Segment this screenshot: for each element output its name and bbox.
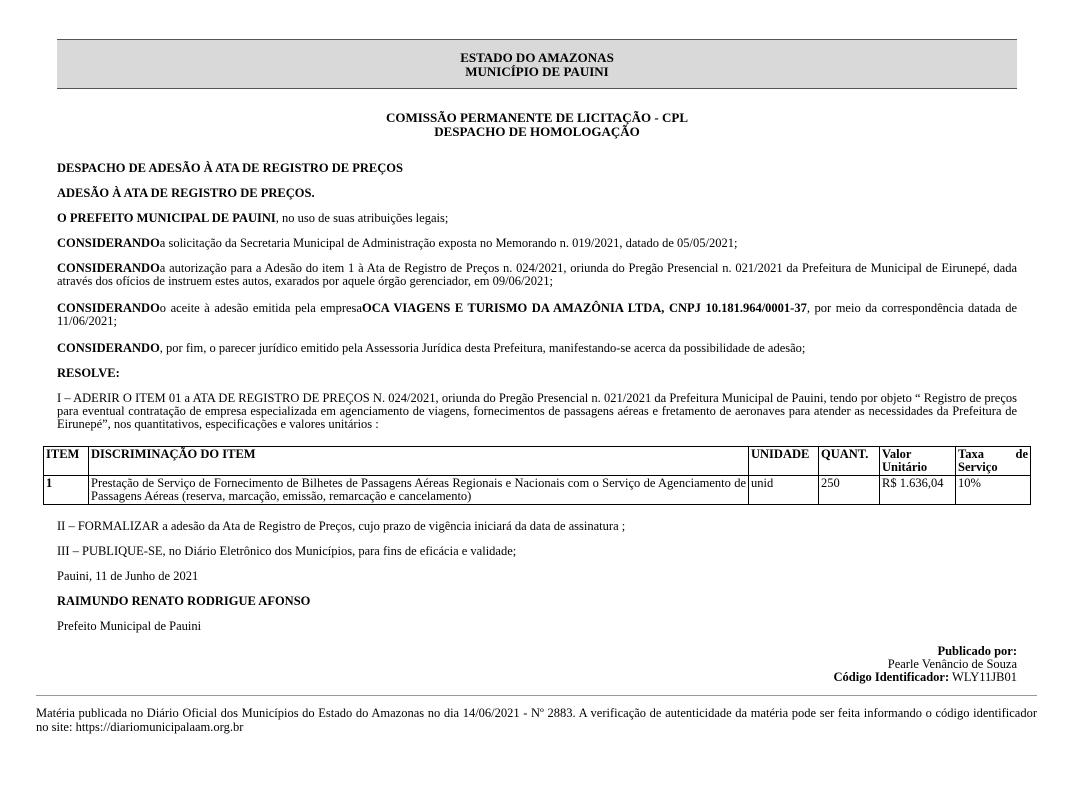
- col-header-unit: UNIDADE: [749, 447, 819, 476]
- considerando-label: CONSIDERANDO: [57, 261, 160, 275]
- place-date: Pauini, 11 de Junho de 2021: [57, 569, 199, 583]
- considerando-paragraph: [57, 237, 1017, 250]
- col-header-unit-value-line2: Unitário: [882, 460, 928, 474]
- considerando-text: , por fim, o parecer jurídico emitido pela Assessoria Jurídica desta Prefeitura, manifestando-se acerca da possibilidade de adesão;: [159, 341, 806, 355]
- footer-note: Matéria publicada no Diário Oficial dos Municípios do Estado do Amazonas no dia 14/06/2021 - Nº 2883. A verificação de autenticidade da matéria pode ser feita informando o código identificador no site: https://diariomunicipalaam.org.br: [36, 706, 1037, 734]
- published-by-label: Publicado por:: [937, 644, 1017, 658]
- resolution-item-ii: II – FORMALIZAR a adesão da Ata de Registro de Preços, cujo prazo de vigência iniciará da data de assinatura ;: [57, 519, 626, 533]
- col-header-service-fee-line2: Serviço: [958, 460, 998, 474]
- fee-word-2: de: [1015, 447, 1028, 461]
- mayor-intro-text: , no uso de suas atribuições legais;: [275, 211, 449, 225]
- dispatch-title: DESPACHO DE ADESÃO À ATA DE REGISTRO DE PREÇOS: [57, 161, 403, 175]
- company-name: OCA VIAGENS E TURISMO DA AMAZÔNIA LTDA, CNPJ 10.181.964/0001-37: [361, 301, 807, 315]
- footer-divider: [36, 695, 1037, 696]
- col-header-unit-value: [880, 447, 956, 476]
- cell-item: 1: [44, 476, 89, 505]
- identifier-line: [834, 671, 1017, 684]
- adhesion-title: ADESÃO À ATA DE REGISTRO DE PREÇOS.: [57, 186, 315, 200]
- considerando-text: , por meio da correspondência datada de 11/06/2021;: [57, 301, 1017, 328]
- mayor-title: O PREFEITO MUNICIPAL DE PAUINI: [57, 211, 276, 225]
- considerando-text: a autorização para a Adesão do item 1 à Ata de Registro de Preços n. 024/2021, oriunda do Pregão Presencial n. 021/2021 da Prefeitura de Municipal de Eirunepé, dada através dos ofícios de instruem estes autos, exarados por aquele órgão gerenciador, em 09/06/2021;: [57, 261, 1017, 288]
- resolution-item-iii: III – PUBLIQUE-SE, no Diário Eletrônico dos Municípios, para fins de eficácia e validade;: [57, 544, 517, 558]
- signer-role: Prefeito Municipal de Pauini: [57, 619, 202, 633]
- cell-service-fee: 10%: [956, 476, 1031, 505]
- state-name: ESTADO DO AMAZONAS: [460, 50, 614, 65]
- publication-info: [834, 645, 1017, 684]
- considerando-text: o aceite à adesão emitida pela empresa: [159, 301, 362, 315]
- considerando-label: CONSIDERANDO: [57, 341, 160, 355]
- commission-heading: [57, 111, 1017, 139]
- signer-name: RAIMUNDO RENATO RODRIGUE AFONSO: [57, 594, 311, 608]
- col-header-description: DISCRIMINAÇÃO DO ITEM: [89, 447, 749, 476]
- municipality-name: MUNICÍPIO DE PAUINI: [465, 64, 609, 79]
- commission-name: COMISSÃO PERMANENTE DE LICITAÇÃO - CPL: [385, 110, 689, 125]
- identifier-code: WLY11JB01: [952, 670, 1017, 684]
- table-row: [44, 476, 1031, 505]
- col-header-item: ITEM: [44, 447, 89, 476]
- identifier-label: Código Identificador:: [833, 670, 950, 684]
- items-table: [43, 446, 1031, 505]
- cell-quantity: 250: [819, 476, 880, 505]
- document-type: DESPACHO DE HOMOLOGAÇÃO: [434, 124, 640, 139]
- cell-unit-value: R$ 1.636,04: [880, 476, 956, 505]
- col-header-unit-value-line1: Valor: [882, 447, 912, 461]
- publisher-name: Pearle Venâncio de Souza: [887, 657, 1017, 671]
- mayor-intro: [57, 212, 1017, 225]
- considerando-paragraph: [57, 342, 1017, 355]
- resolution-item-i: I – ADERIR O ITEM 01 a ATA DE REGISTRO DE PREÇOS N. 024/2021, oriunda do Pregão Presencial n. 021/2021 da Prefeitura Municipal de Pauini, tendo por objeto “ Registro de preços para eventual contratação de empresa especializada em agenciamento de viagens, fornecimentos de passagens aéreas e fretamento de aeronaves para atender as necessidades da Prefeitura de Eirunepé”, nos quantitativos, especificações e valores unitários :: [57, 391, 1017, 431]
- cell-description: Prestação de Serviço de Fornecimento de Bilhetes de Passagens Aéreas Regionais e Nacionais com o Serviço de Agenciamento de Passagens Aéreas (reserva, marcação, emissão, remarcação e cancelamento): [89, 476, 749, 505]
- resolve-heading: RESOLVE:: [57, 366, 120, 380]
- considerando-label: CONSIDERANDO: [57, 236, 160, 250]
- cell-unit: unid: [749, 476, 819, 505]
- table-header-row: [44, 447, 1031, 476]
- fee-word-1: Taxa: [958, 447, 984, 461]
- considerando-paragraph: [57, 262, 1017, 288]
- considerando-label: CONSIDERANDO: [57, 301, 160, 315]
- considerando-paragraph: [57, 302, 1017, 328]
- considerando-text: a solicitação da Secretaria Municipal de Administração exposta no Memorando n. 019/2021, datado de 05/05/2021;: [159, 236, 738, 250]
- col-header-quantity: QUANT.: [819, 447, 880, 476]
- col-header-service-fee: [956, 447, 1031, 476]
- state-header: [57, 39, 1017, 89]
